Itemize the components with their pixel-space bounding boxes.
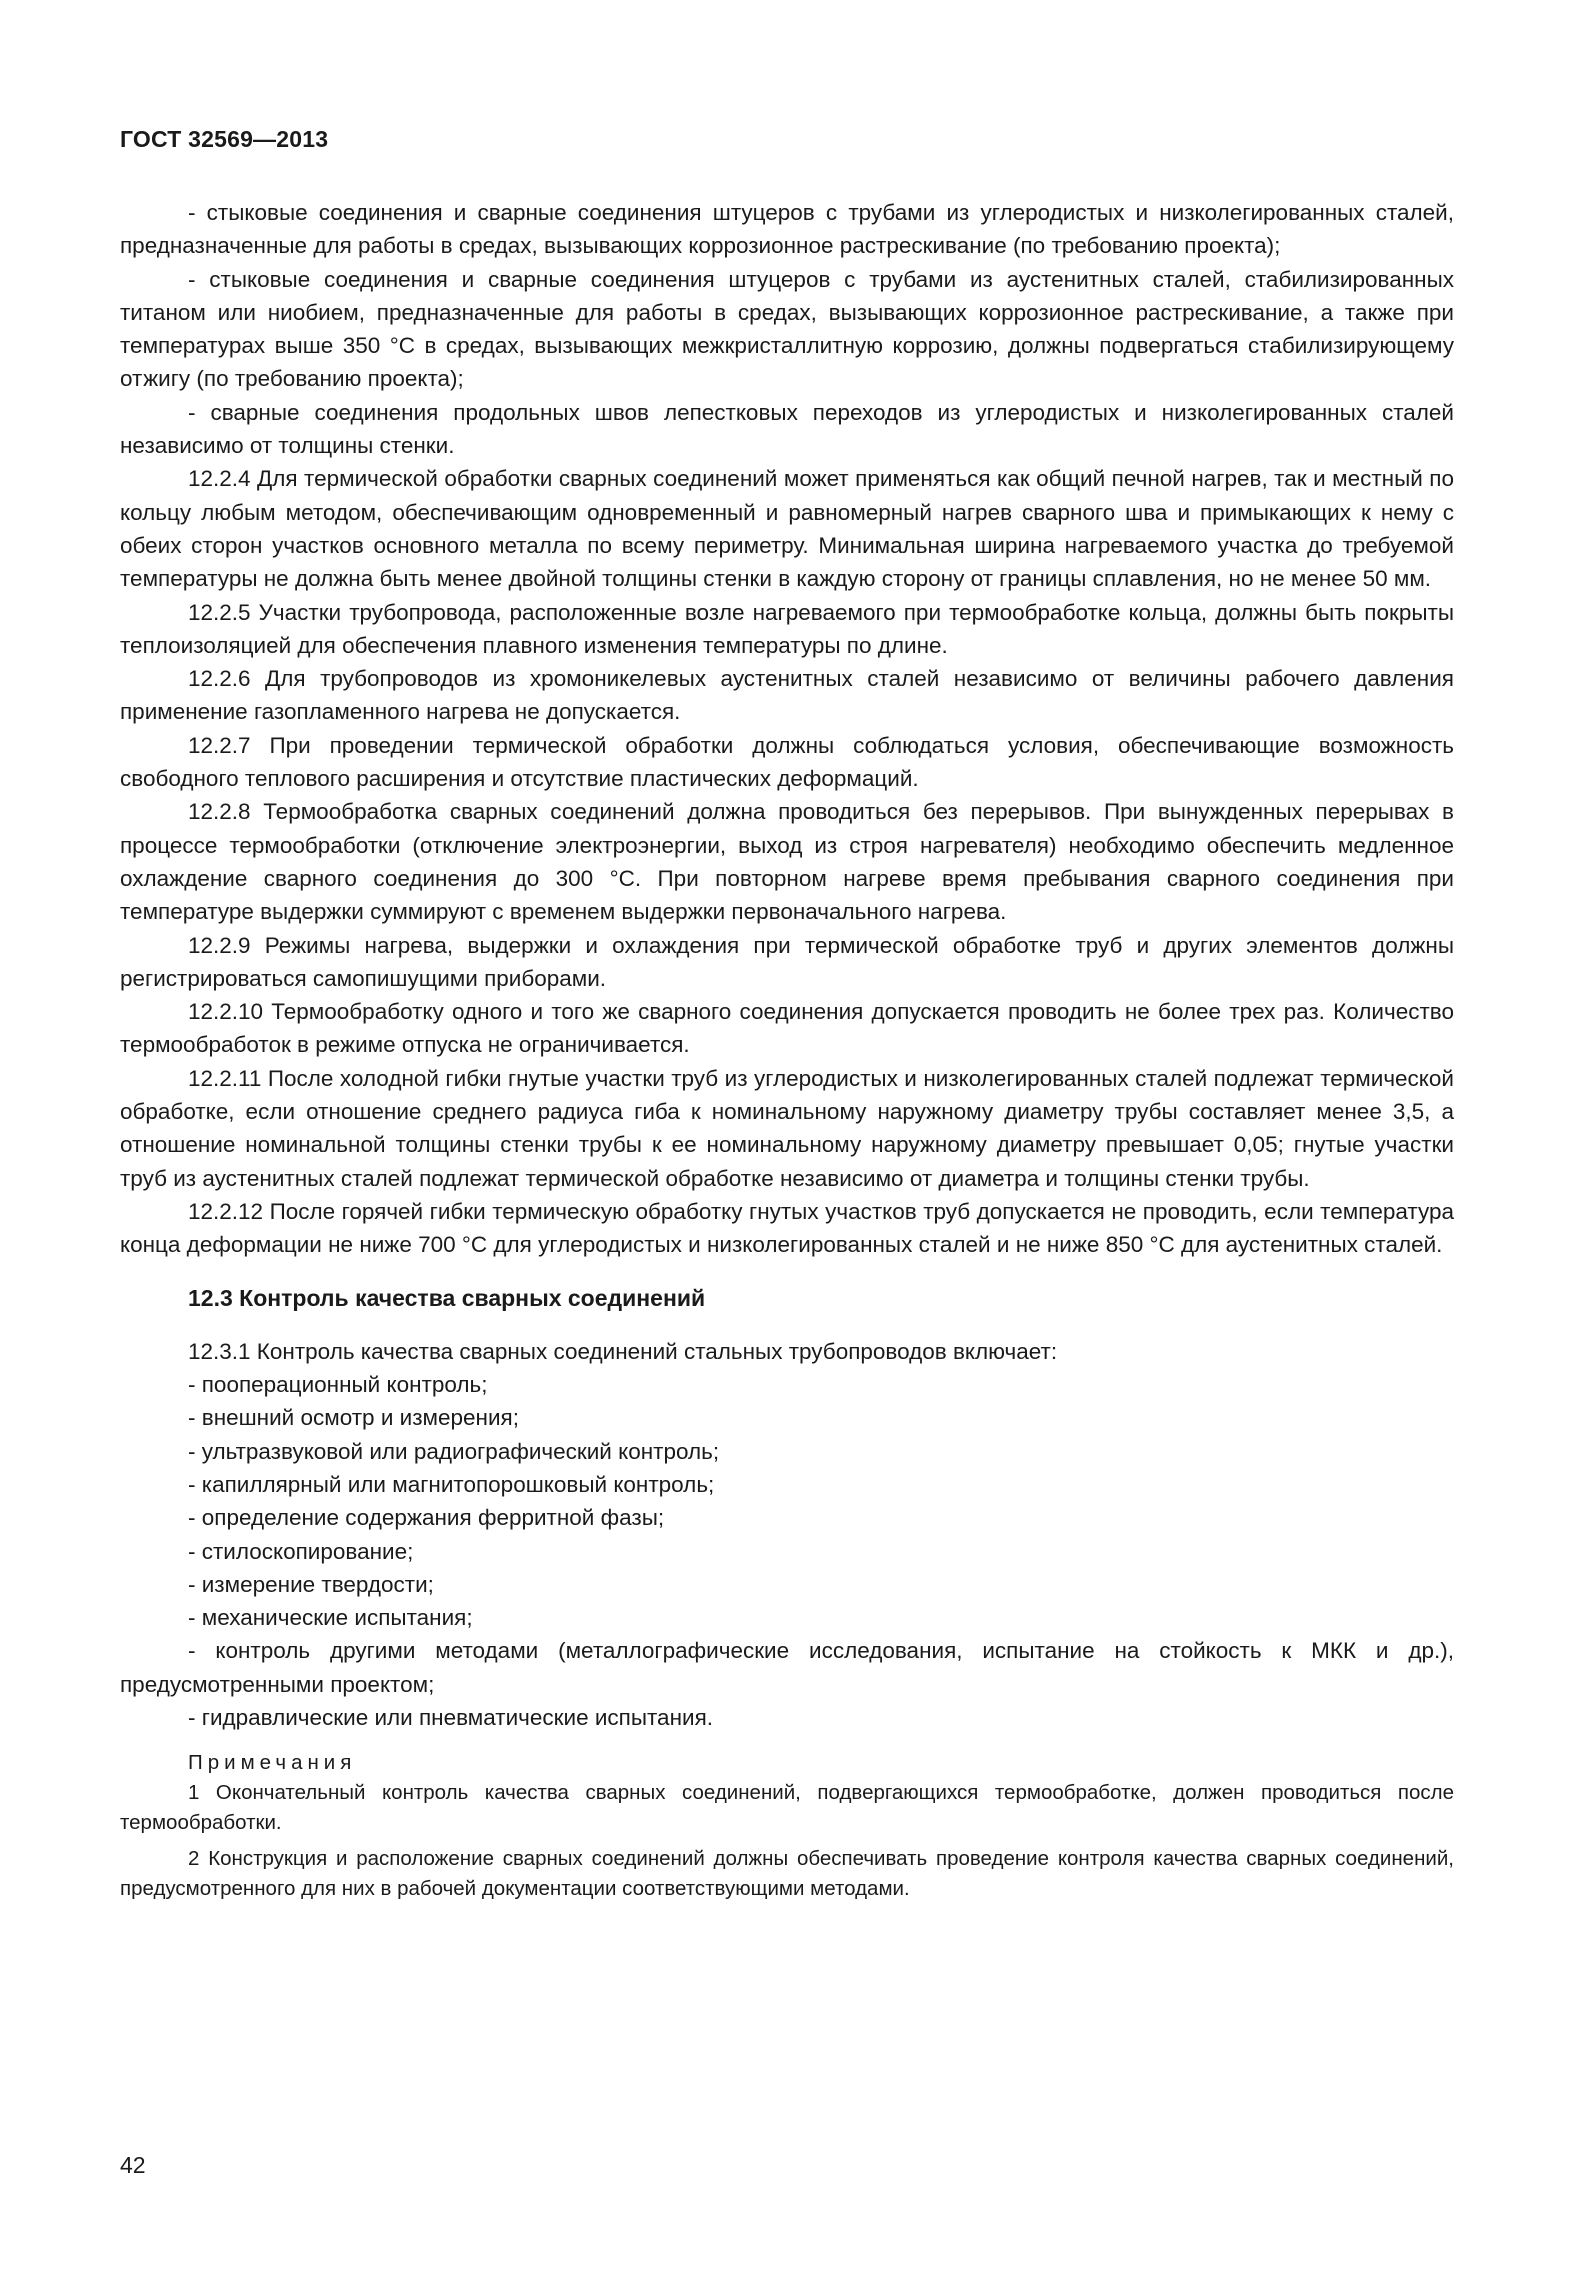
clause-12-2-5: 12.2.5 Участки трубопровода, расположенные возле нагреваемого при термообработке кольца, должны быть покрыты теплоизоляцией для обеспечения плавного изменения температуры по длине. xyxy=(120,599,1454,658)
list-item: - пооперационный контроль; xyxy=(188,1372,488,1398)
section-title: 12.3 Контроль качества сварных соединений xyxy=(188,1284,706,1311)
list-item: - гидравлические или пневматические испытания. xyxy=(188,1705,714,1731)
document-body xyxy=(120,196,1454,1904)
clause-12-2-10: 12.2.10 Термообработку одного и того же сварного соединения допускается проводить не более трех раз. Количество термообработок в режиме отпуска не ограничивается. xyxy=(120,999,1454,1058)
standard-header: ГОСТ 32569—2013 xyxy=(120,126,329,152)
list-item: - капиллярный или магнитопорошковый контроль; xyxy=(188,1471,715,1497)
clause-12-2-8: 12.2.8 Термообработка сварных соединений должна проводиться без перерывов. При вынужденных перерывах в процессе термообработки (отключение электроэнергии, выход из строя нагревателя) необходимо обеспечить медленное охлаждение сварного соединения до 300 °С. При повторном нагреве время пребывания сварного соединения при температуре выдержки суммируют с временем выдержки первоначального нагрева. xyxy=(120,799,1454,925)
paragraph: - стыковые соединения и сварные соединения штуцеров с трубами из углеродистых и низколегированных сталей, предназначенные для работы в средах, вызывающих коррозионное растрескивание (по требованию проекта); xyxy=(120,200,1454,259)
note-item: 2 Конструкция и расположение сварных соединений должны обеспечивать проведение контроля качества сварных соединений, предусмотренного для них в рабочей документации соответствующими методами. xyxy=(120,1847,1454,1901)
clause-12-2-11: 12.2.11 После холодной гибки гнутые участки труб из углеродистых и низколегированных сталей подлежат термической обработке, если отношение среднего радиуса гиба к номинальному наружному диаметру трубы составляет менее 3,5, а отношение номинальной толщины стенки трубы к ее номинальному наружному диаметру превышает 0,05; гнутые участки труб из аустенитных сталей подлежат термической обработке независимо от диаметра и толщины стенки трубы. xyxy=(120,1065,1454,1191)
clause-12-2-12: 12.2.12 После горячей гибки термическую обработку гнутых участков труб допускается не проводить, если температура конца деформации не ниже 700 °С для углеродистых и низколегированных сталей и не ниже 850 °С для аустенитных сталей. xyxy=(120,1198,1454,1258)
list-item: - стилоскопирование; xyxy=(188,1538,414,1564)
notes-heading: Примечания xyxy=(188,1751,357,1775)
list-item: - измерение твердости; xyxy=(188,1571,434,1597)
clause-12-2-4: 12.2.4 Для термической обработки сварных соединений может применяться как общий печной нагрев, так и местный по кольцу любым методом, обеспечивающим одновременный и равномерный нагрев сварного шва и примыкающих к нему с обеих сторон участков основного металла по всему периметру. Минимальная ширина нагреваемого участка до требуемой температуры не должна быть менее двойной толщины стенки в каждую сторону от границы сплавления, но не менее 50 мм. xyxy=(120,466,1454,592)
list-item: - определение содержания ферритной фазы; xyxy=(188,1505,665,1531)
list-item: - внешний осмотр и измерения; xyxy=(188,1405,519,1431)
page-number: 42 xyxy=(120,2152,146,2178)
list-item: - механические испытания; xyxy=(188,1605,473,1631)
list-item: - ультразвуковой или радиографический контроль; xyxy=(188,1438,720,1464)
clause-12-2-9: 12.2.9 Режимы нагрева, выдержки и охлаждения при термической обработке труб и других элементов должны регистрироваться самопишущими приборами. xyxy=(120,932,1454,991)
paragraph: - сварные соединения продольных швов лепестковых переходов из углеродистых и низколегированных сталей независимо от толщины стенки. xyxy=(120,399,1454,459)
clause-12-2-6: 12.2.6 Для трубопроводов из хромоникелевых аустенитных сталей независимо от величины рабочего давления применение газопламенного нагрева не допускается. xyxy=(120,666,1454,725)
clause-12-3-1: 12.3.1 Контроль качества сварных соединений стальных трубопроводов включает: xyxy=(188,1338,1058,1364)
notes-block xyxy=(120,1748,1454,1904)
note-item: 1 Окончательный контроль качества сварных соединений, подвергающихся термообработке, должен проводиться после термообработки. xyxy=(120,1781,1454,1835)
clause-12-2-7: 12.2.7 При проведении термической обработки должны соблюдаться условия, обеспечивающие возможность свободного теплового расширения и отсутствие пластических деформаций. xyxy=(120,732,1454,792)
list-item: - контроль другими методами (металлографические исследования, испытание на стойкость к МКК и др.), предусмотренными проектом; xyxy=(120,1638,1454,1697)
paragraph: - стыковые соединения и сварные соединения штуцеров с трубами из аустенитных сталей, стабилизированных титаном или ниобием, предназначенные для работы в средах, вызывающих коррозионное растрескивание, а также при температурах выше 350 °С в средах, вызывающих межкристаллитную коррозию, должны подвергаться стабилизирующему отжигу (по требованию проекта); xyxy=(120,266,1454,392)
